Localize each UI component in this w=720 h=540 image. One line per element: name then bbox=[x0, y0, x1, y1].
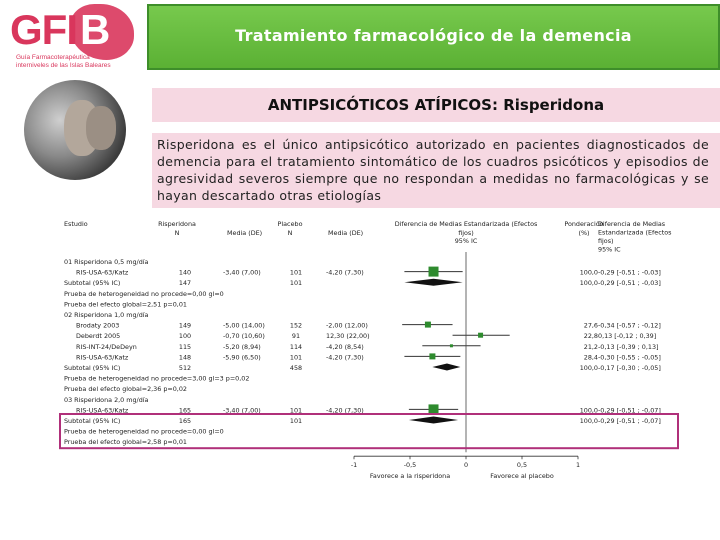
x-axis-tick-label: 1 bbox=[575, 461, 581, 470]
study-treat-n: 115 bbox=[178, 342, 192, 351]
study-point-marker bbox=[450, 344, 453, 347]
x-axis-tick-label: -1 bbox=[350, 461, 358, 470]
subtotal-diamond bbox=[404, 279, 462, 286]
subtotal-ctrl-n: 458 bbox=[289, 364, 303, 372]
study-treat-mean: -5,00 (14,00) bbox=[223, 321, 265, 330]
study-label: RIS-USA-63/Katz bbox=[76, 268, 129, 277]
study-ctrl-mean: -4,20 (8,54) bbox=[326, 342, 364, 351]
study-ci-text: -0,34 [-0,57 ; -0,12] bbox=[598, 321, 661, 330]
header-treat-mean: Media (DE) bbox=[227, 229, 263, 237]
x-axis-tick-label: 0,5 bbox=[516, 461, 528, 470]
study-treat-mean: -5,90 (6,50) bbox=[223, 353, 261, 362]
header-smd-line3: fijos) bbox=[598, 237, 614, 245]
subtotal-label: Subtotal (95% IC) bbox=[64, 364, 121, 372]
study-label: Brodaty 2003 bbox=[76, 321, 120, 330]
logo-letters: GFI bbox=[10, 6, 77, 53]
header-treat-n: N bbox=[174, 229, 180, 237]
header-smd-line1: Diferencia de Medias bbox=[598, 220, 666, 228]
logo-blob-letter: B bbox=[80, 6, 111, 53]
study-weight: 100,0 bbox=[579, 268, 598, 277]
study-point-marker bbox=[429, 404, 439, 414]
subtotal-ci-text: -0,29 [-0,51 ; -0,07] bbox=[598, 417, 661, 425]
study-label: Deberdt 2005 bbox=[76, 332, 121, 341]
group-heading-1: 01 Risperidona 0,5 mg/día bbox=[64, 258, 149, 266]
study-ci-text: -0,29 [-0,51 ; -0,03] bbox=[598, 268, 661, 277]
study-ci-text: -0,30 [-0,55 ; -0,05] bbox=[598, 353, 661, 362]
subtotal-weight: 100,0 bbox=[579, 364, 598, 372]
study-ci-text: 0,13 [-0,12 ; 0,39] bbox=[598, 332, 657, 341]
study-point-marker bbox=[429, 267, 439, 277]
study-ctrl-n: 101 bbox=[289, 406, 303, 415]
forest-plot-svg bbox=[58, 212, 720, 540]
study-treat-n: 149 bbox=[178, 321, 192, 330]
study-treat-mean: -3,40 (7,00) bbox=[223, 406, 261, 415]
forest-plot bbox=[58, 212, 720, 540]
header-weight-line1: Ponderación bbox=[564, 220, 604, 228]
study-ctrl-mean: -4,20 (7,30) bbox=[326, 406, 364, 415]
subtotal-ci-text: -0,29 [-0,51 ; -0,03] bbox=[598, 279, 661, 288]
x-axis-tick-label: 0 bbox=[463, 461, 469, 470]
logo-subtitle bbox=[16, 54, 111, 70]
study-ctrl-n: 101 bbox=[289, 353, 303, 362]
study-treat-n: 148 bbox=[178, 353, 192, 362]
subtotal-weight: 100,0 bbox=[579, 279, 598, 288]
header-weight-line2: (%) bbox=[578, 229, 590, 237]
study-weight: 22,8 bbox=[583, 332, 598, 341]
subtotal-ctrl-n: 101 bbox=[289, 279, 303, 288]
study-ci-text: -0,13 [-0,39 ; 0,13] bbox=[598, 342, 659, 351]
header-treat-group: Risperidona bbox=[158, 220, 196, 228]
study-weight: 27,6 bbox=[583, 321, 598, 330]
header-ctrl-n: N bbox=[287, 229, 293, 237]
study-ctrl-n: 152 bbox=[289, 321, 303, 330]
logo-subtitle-line1: Guía Farmacoterapéutica bbox=[16, 54, 90, 61]
study-ctrl-mean: -2,00 (12,00) bbox=[326, 321, 368, 330]
study-treat-mean: -3,40 (7,00) bbox=[223, 268, 261, 277]
study-treat-mean: -0,70 (10,60) bbox=[223, 332, 265, 341]
group-heading-2: 02 Risperidona 1,0 mg/día bbox=[64, 311, 149, 319]
heterogeneity-note: Prueba de heterogeneidad no procede=0,00 gl=0 bbox=[64, 289, 224, 298]
header-effect-line1: Diferencia de Medias Estandarizada (Efectos bbox=[394, 220, 538, 228]
header-effect-line3: 95% IC bbox=[454, 237, 478, 245]
study-label: RIS-USA-63/Katz bbox=[76, 406, 129, 415]
gfib-logo bbox=[6, 4, 136, 74]
study-treat-mean: -5,20 (8,94) bbox=[223, 342, 261, 351]
study-point-marker bbox=[429, 353, 435, 359]
page-title: Tratamiento farmacológico de la demencia bbox=[235, 26, 632, 45]
subtotal-weight: 100,0 bbox=[579, 417, 598, 425]
study-ctrl-n: 114 bbox=[289, 342, 303, 351]
study-ctrl-n: 101 bbox=[289, 268, 303, 277]
header-ctrl-group: Placebo bbox=[277, 220, 303, 228]
subtotal-label: Subtotal (95% IC) bbox=[64, 279, 121, 288]
study-ctrl-n: 91 bbox=[291, 332, 301, 341]
description-text: Risperidona es el único antipsicótico autorizado en pacientes diagnosticados de demencia para el tratamiento sintomático de los cuadros psicóticos y episodios de agresividad severos siempre que no respondan a medidas no farmacológicas y se hayan descartado otras etiologías bbox=[157, 137, 709, 203]
subtotal-diamond bbox=[409, 417, 458, 424]
study-ctrl-mean: 12,30 (22,00) bbox=[326, 332, 370, 341]
heterogeneity-note: Prueba de heterogeneidad no procede=0,00 gl=0 bbox=[64, 427, 224, 436]
study-weight: 100,0 bbox=[579, 406, 598, 415]
header-effect-line2: fijos) bbox=[458, 229, 474, 237]
study-treat-n: 140 bbox=[178, 268, 192, 277]
study-point-marker bbox=[425, 322, 431, 328]
portrait-face-secondary bbox=[86, 106, 116, 150]
study-label: RIS-INT-24/DeDeyn bbox=[76, 342, 137, 351]
elderly-portrait-image bbox=[24, 80, 126, 180]
section-subtitle: ANTIPSICÓTICOS ATÍPICOS: Risperidona bbox=[152, 88, 720, 122]
study-weight: 28,4 bbox=[583, 353, 598, 362]
subtotal-ctrl-n: 101 bbox=[289, 417, 303, 425]
header-study: Estudio bbox=[64, 220, 88, 228]
subtotal-label: Subtotal (95% IC) bbox=[64, 417, 121, 425]
study-ctrl-mean: -4,20 (7,30) bbox=[326, 353, 364, 362]
logo-subtitle-line2: interniveles de las Islas Baleares bbox=[16, 62, 111, 69]
logo-mark bbox=[10, 8, 77, 52]
x-axis-left-label: Favorece a la risperidona bbox=[369, 472, 451, 481]
subtotal-treat-n: 147 bbox=[178, 279, 192, 288]
study-weight: 21,2 bbox=[583, 342, 598, 351]
study-point-marker bbox=[478, 333, 483, 338]
header-smd-line2: Estandarizada (Efectos bbox=[598, 228, 672, 237]
subtotal-treat-n: 512 bbox=[178, 364, 192, 372]
subtotal-treat-n: 165 bbox=[178, 417, 192, 425]
header-smd-line4: 95% IC bbox=[598, 245, 621, 254]
heterogeneity-note: Prueba del efecto global=2,51 p=0,01 bbox=[64, 300, 187, 309]
header-ctrl-mean: Media (DE) bbox=[328, 229, 364, 237]
group-heading-3: 03 Risperidona 2,0 mg/día bbox=[64, 395, 149, 404]
subtotal-ci-text: -0,17 [-0,30 ; -0,05] bbox=[598, 364, 661, 372]
study-treat-n: 165 bbox=[178, 406, 192, 415]
subtotal-diamond bbox=[432, 364, 460, 371]
heterogeneity-note: Prueba de heterogeneidad no procede=3,00 gl=3 p=0,02 bbox=[64, 374, 250, 383]
study-treat-n: 100 bbox=[178, 332, 192, 341]
study-ci-text: -0,29 [-0,51 ; -0,07] bbox=[598, 406, 661, 415]
study-label: RIS-USA-63/Katz bbox=[76, 353, 129, 362]
x-axis-right-label: Favorece al placebo bbox=[490, 472, 554, 481]
heterogeneity-note: Prueba del efecto global=2,58 p=0,01 bbox=[64, 438, 187, 447]
heterogeneity-note: Prueba del efecto global=2,36 p=0,02 bbox=[64, 385, 187, 394]
study-ctrl-mean: -4,20 (7,30) bbox=[326, 268, 364, 277]
x-axis-tick-label: -0,5 bbox=[403, 461, 417, 470]
